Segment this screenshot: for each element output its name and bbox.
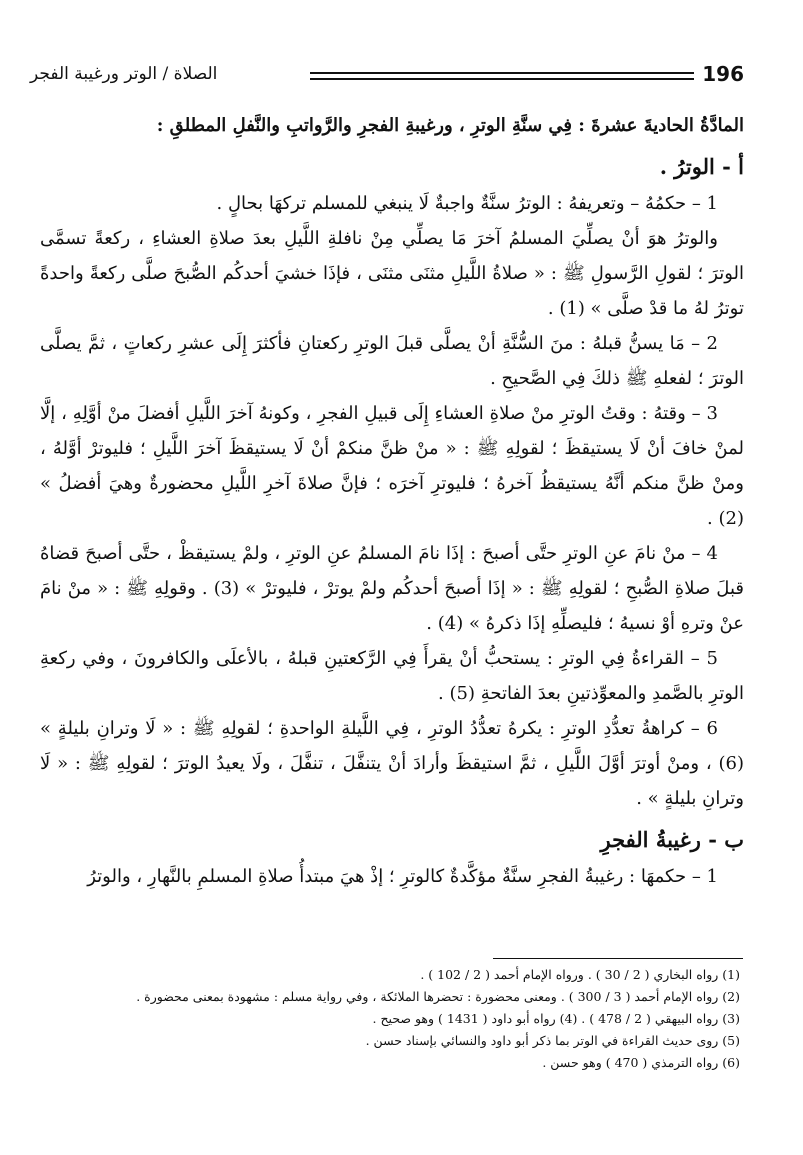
section-a-title: أ - الوترُ .: [659, 154, 744, 179]
paragraph: 3 – وقتهُ : وقتُ الوترِ منْ صلاةِ العشاءِ إِلَى قبيلِ الفجرِ ، وكونهُ آخرَ اللَّيلِ أفضلَ منْ أوَّلِهِ ، إلَّا لمنْ خافَ أنْ لَا يستيقظَ ؛ لقولِهِ ﷺ : « منْ ظنَّ منكمْ أنْ لَا يستيقظَ آخرَ اللَّيلِ ؛ فليوترْ أوَّلهُ ، ومنْ ظنَّ منكم أنَّهُ يستيقظُ آخرهُ ؛ فليوترِ آخرَه ؛ فإنَّ صلاةَ آخرِ اللَّيلِ محضورةٌ وهيَ أفضلُ » (2) .: [40, 403, 744, 529]
paragraph: 1 – حكمهَا : رغيبةُ الفجرِ سنَّةٌ مؤكَّدةٌ كالوترِ ؛ إذْ هيَ مبتدأُ صلاةِ المسلمِ بالنَّهارِ ، والوترُ: [87, 866, 718, 887]
page-number: 196: [702, 62, 744, 86]
footnote: (6) رواه الترمذي ( 470 ) وهو حسن .: [542, 1055, 740, 1070]
section-b-title: ب - رغيبةُ الفجرِ: [600, 827, 744, 852]
header-rule: [310, 72, 694, 80]
footnote: (3) رواه البيهقي ( 2 / 478 ) . (4) رواه أبو داود ( 1431 ) وهو صحيح .: [372, 1011, 740, 1026]
paragraph: 2 – مَا يسنُّ قبلهُ : منَ السُّنَّةِ أنْ يصلَّى قبلَ الوترِ ركعتانِ فأكثرَ إِلَى عشرِ ركعاتٍ ، ثمَّ يصلَّى الوترَ ؛ لفعلهِ ﷺ ذلكَ فِي الصَّحيحِ .: [40, 333, 744, 389]
page-header: [30, 60, 744, 92]
paragraph: والوترُ هوَ أنْ يصلِّيَ المسلمُ آخرَ مَا يصلِّي مِنْ نافلةِ اللَّيلِ بعدَ صلاةِ العشاءِ ، ركعةً تسمَّى الوترَ ؛ لقولِ الرَّسولِ ﷺ : « صلاةُ اللَّيلِ مثنَى مثنَى ، فإذَا خشيَ أحدكُم الصُّبحَ صلَّى ركعةً واحدةً توترُ لهُ ما قدْ صلَّى » (1) .: [40, 228, 744, 319]
footnotes: [40, 964, 740, 1074]
paragraph: 1 – حكمُهُ – وتعريفهُ : الوترُ سنَّةٌ واجبةٌ لَا ينبغي للمسلم تركهَا بحالٍ .: [216, 193, 718, 214]
paragraph: 5 – القراءةُ فِي الوترِ : يستحبُّ أنْ يقرأَ فِي الرَّكعتينِ قبلهُ ، بالأعلَى والكافرونَ ، وفي ركعةِ الوترِ بالصَّمدِ والمعوِّذتينِ بعدَ الفاتحةِ (5) .: [40, 648, 744, 704]
footnote: (1) رواه البخاري ( 2 / 30 ) . ورواه الإمام أحمد ( 2 / 102 ) .: [420, 967, 740, 982]
paragraph: 6 – كراهةُ تعدُّدِ الوترِ : يكرهُ تعدُّدُ الوترِ ، فِي اللَّيلةِ الواحدةِ ؛ لقولِهِ ﷺ : « لَا وترانِ بليلةٍ » (6) ، ومنْ أوترَ أوَّلَ اللَّيلِ ، ثمَّ استيقظَ وأرادَ أنْ يتنفَّلَ ، تنفَّلَ ، ولَا يعيدُ الوترَ ؛ لقولِهِ ﷺ : « لَا وترانِ بليلةٍ » .: [40, 718, 744, 809]
article-heading: المادَّةُ الحاديةَ عشرةَ : فِي سنَّةِ الوترِ ، ورغيبةِ الفجرِ والرَّواتبِ والنَّفلِ المطلقِ :: [156, 115, 744, 136]
footnote-separator: [493, 958, 743, 959]
footnote: (2) رواه الإمام أحمد ( 3 / 300 ) . ومعنى محضورة : تحضرها الملائكة ، وفي رواية مسلم : مشهودة بمعنى محضورة .: [136, 989, 740, 1004]
footnote: (5) روى حديث القراءة في الوتر بما ذكر أبو داود والنسائي بإسناد حسن .: [365, 1033, 740, 1048]
main-text: [40, 108, 744, 894]
running-title: الصلاة / الوتر ورغيبة الفجر: [30, 64, 218, 84]
paragraph: 4 – منْ نامَ عنِ الوترِ حتَّى أصبحَ : إذَا نامَ المسلمُ عنِ الوترِ ، ولمْ يستيقظْ ، حتَّى أصبحَ قضاهُ قبلَ صلاةِ الصُّبحِ ؛ لقولِهِ ﷺ : « إذَا أصبحَ أحدكُم ولمْ يوترْ ، فليوترْ » (3) . وقولِهِ ﷺ : « منْ نامَ عنْ وترهِ أوْ نسيهُ ؛ فليصلِّهِ إذَا ذكرهُ » (4) .: [40, 543, 744, 634]
